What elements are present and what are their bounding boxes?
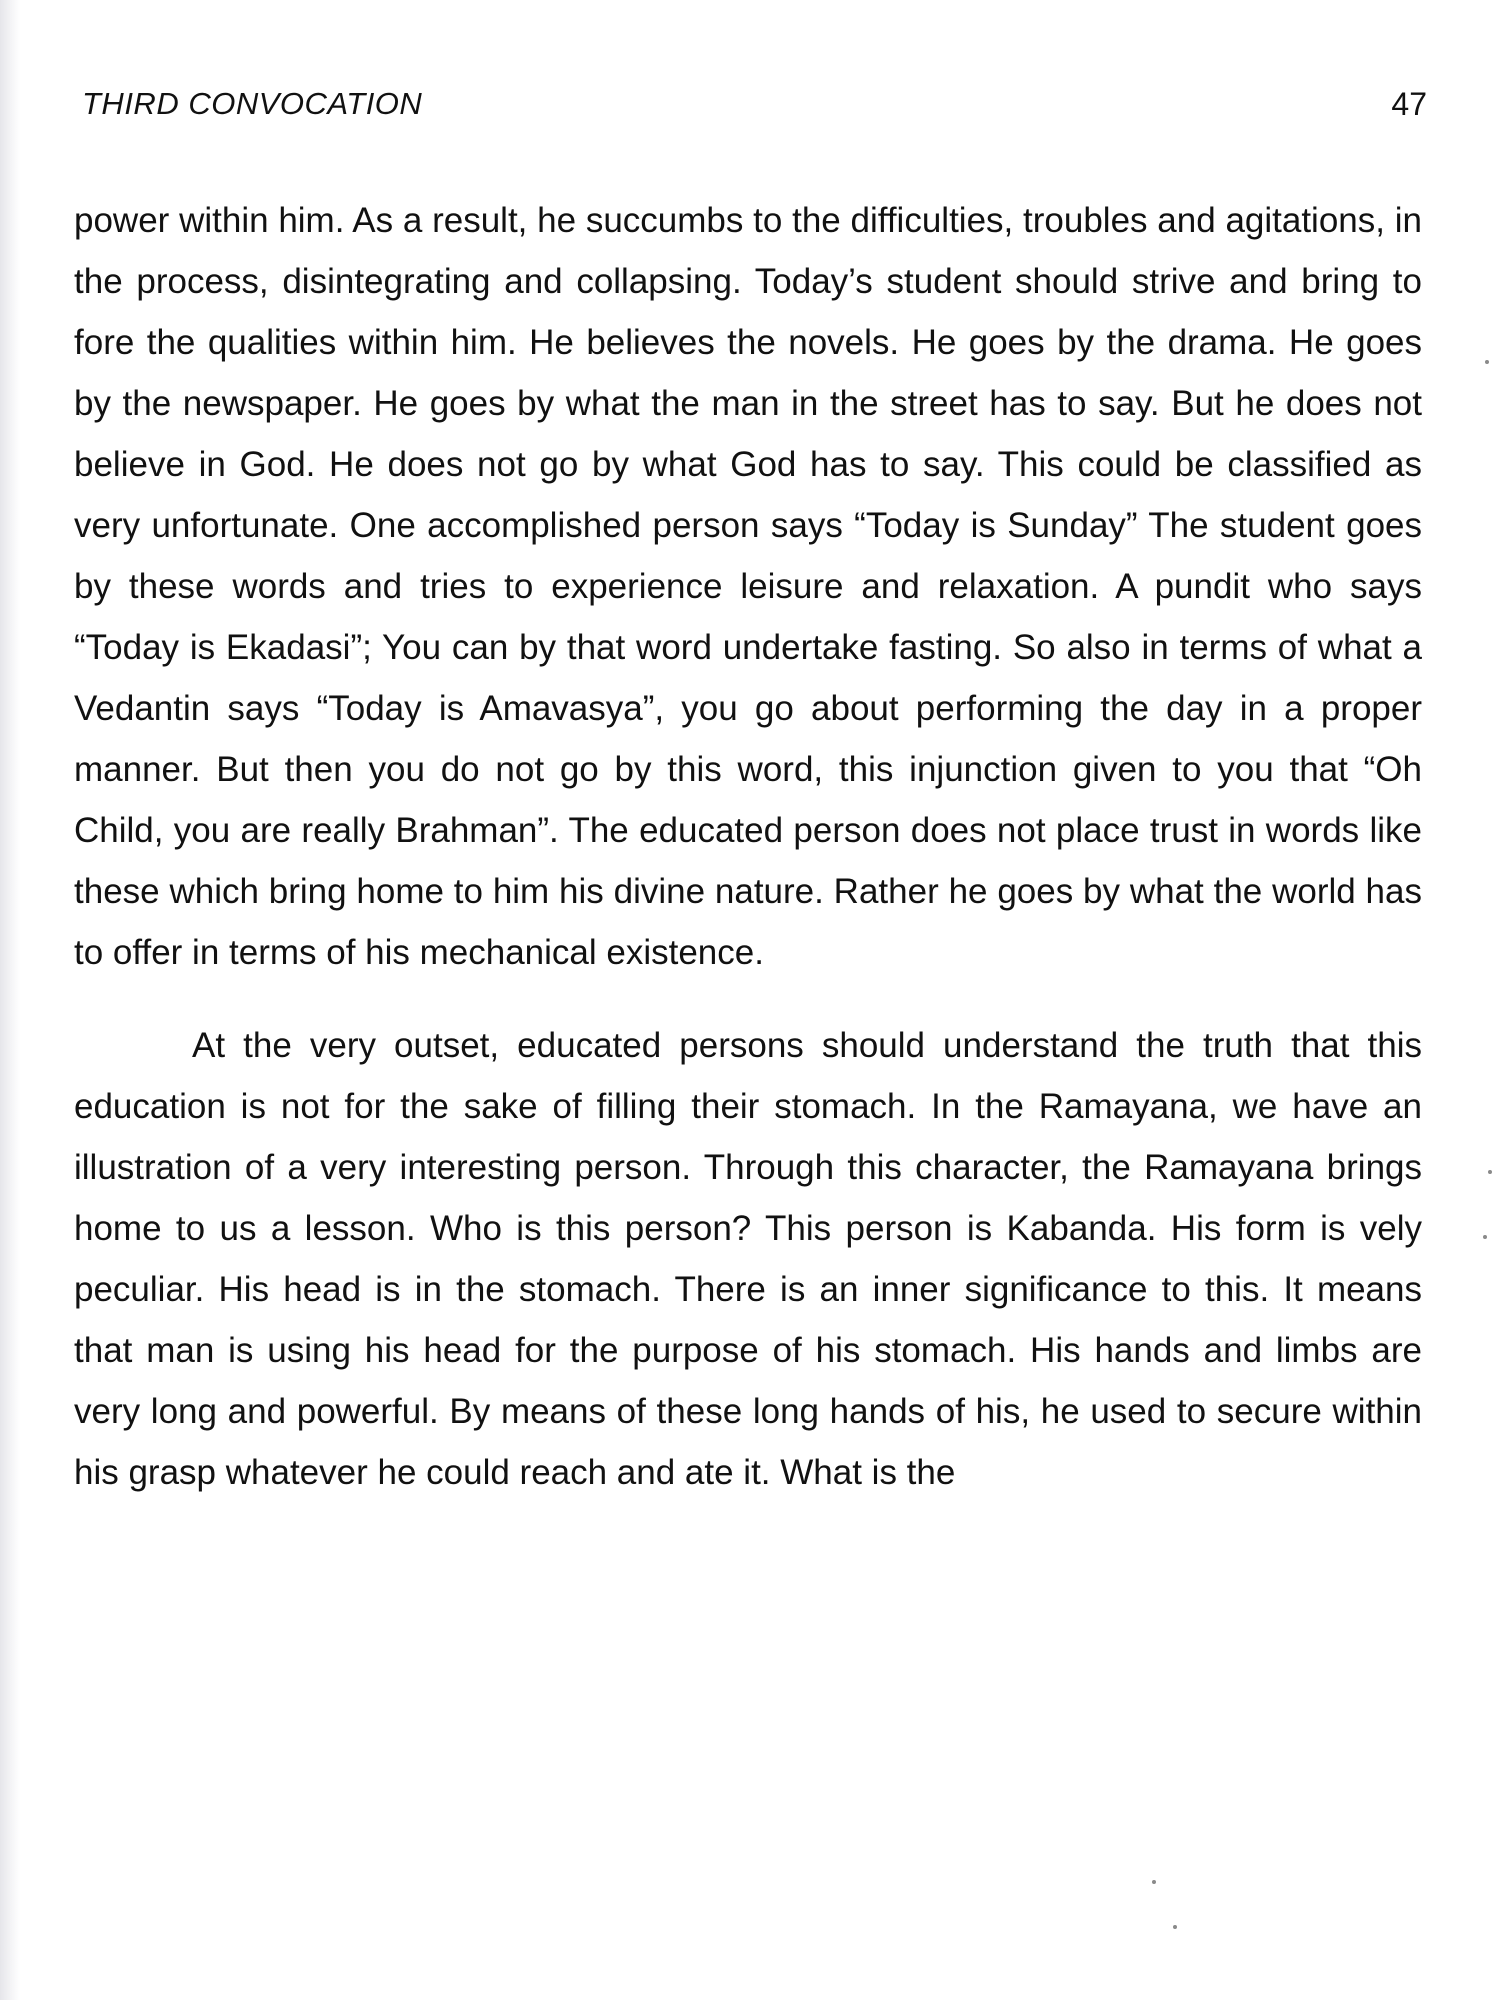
page-header — [82, 82, 1427, 122]
paragraph: At the very outset, educated persons should understand the truth that this education is not for the sake of filling their stomach. In the Ramayana, we have an illustration of a very interesting person. Through this character, the Ramayana brings home to us a lesson. Who is this person? This person is Kabanda. His form is vely peculiar. His head is in the stomach. There is an inner significance to this. It means that man is using his head for the purpose of his stomach. His hands and limbs are very long and powerful. By means of these long hands of his, he used to secure within his grasp whatever he could reach and ate it. What is the — [74, 1026, 1422, 1492]
scan-speck — [1485, 360, 1489, 364]
body-text — [74, 190, 1422, 1503]
scan-speck — [1173, 1925, 1177, 1929]
paragraph: power within him. As a result, he succumbs to the difficulties, troubles and agitations, in the process, disintegrating and collapsing. Today’s student should strive and bring to fore the qualities within him. He believes the novels. He goes by the drama. He goes by the newspaper. He goes by what the man in the street has to say. But he does not believe in God. He does not go by what God has to say. This could be classified as very unfortunate. One accomplished person says “Today is Sunday” The student goes by these words and tries to experience leisure and relaxation. A pundit who says “Today is Ekadasi”; You can by that word undertake fasting. So also in terms of what a Vedantin says “Today is Amavasya”, you go about performing the day in a proper manner. But then you do not go by this word, this injunction given to you that “Oh Child, you are really Brahman”. The educated person does not place trust in words like these which bring home to him his divine nature. Rather he goes by what the world has to offer in terms of his mechanical existence. — [74, 201, 1422, 972]
scan-speck — [1483, 1235, 1487, 1239]
page-binding-shadow — [0, 0, 20, 2000]
scan-speck — [1488, 1170, 1492, 1174]
running-title: THIRD CONVOCATION — [82, 86, 423, 121]
scan-speck — [1152, 1880, 1156, 1884]
page-number: 47 — [1391, 86, 1427, 122]
